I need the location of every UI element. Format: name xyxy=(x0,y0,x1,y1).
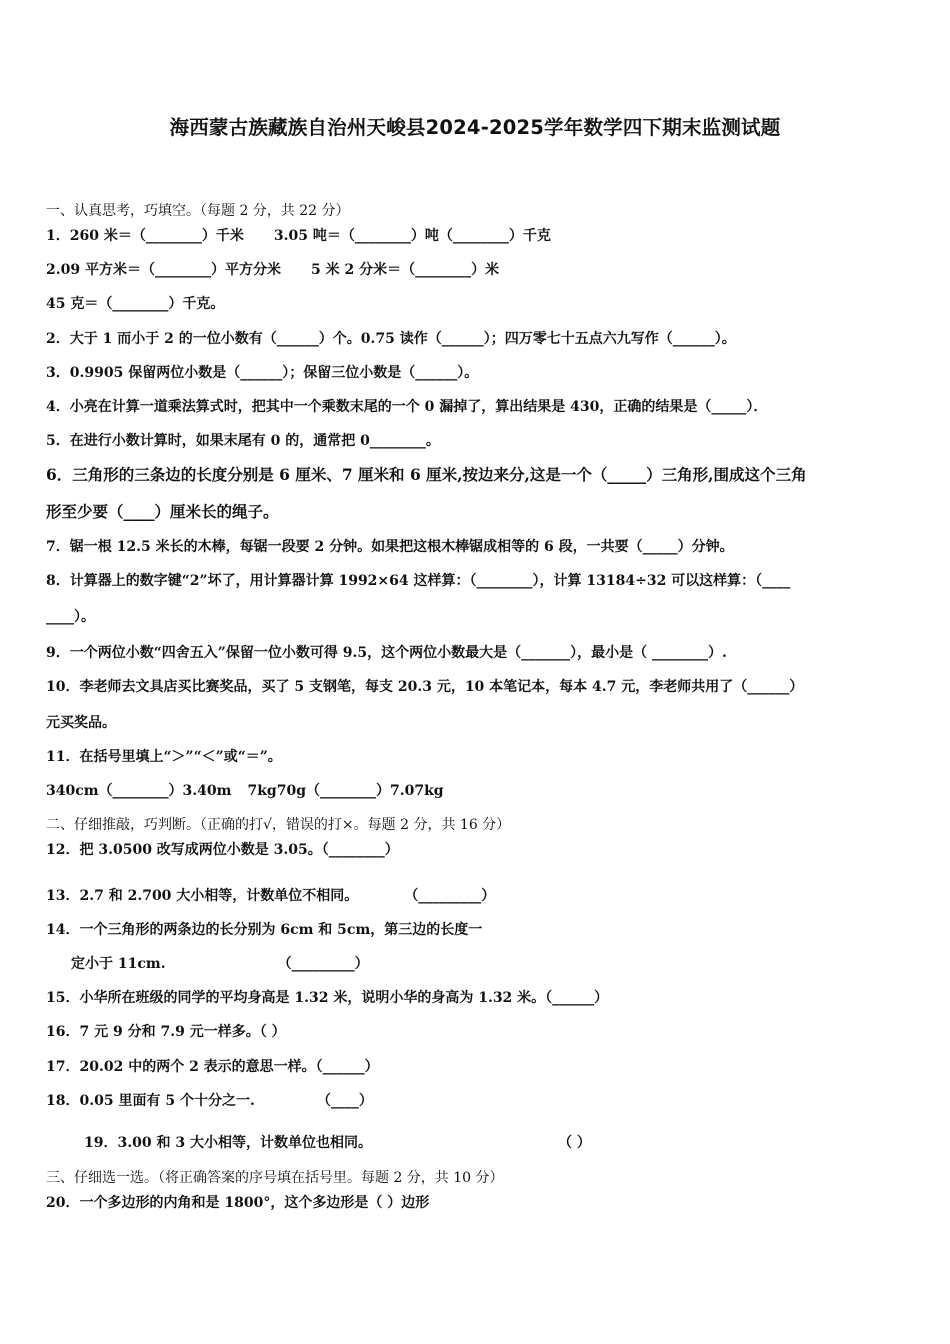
question-6-line-2: 形至少要（____）厘米长的绳子。 xyxy=(46,502,279,521)
question-19 xyxy=(84,1133,591,1153)
q19-blank: （ ） xyxy=(557,1135,591,1151)
section-1-heading: 一、认真思考，巧填空。（每题 2 分，共 22 分） xyxy=(46,203,350,219)
question-14-line-1: 14．一个三角形的两条边的长分别为 6cm 和 5cm，第三边的长度一 xyxy=(46,922,483,938)
q11-part-a: 340cm（________）3.40m xyxy=(46,783,232,799)
question-14-line-2 xyxy=(71,954,369,974)
question-2: 2．大于 1 而小于 2 的一位小数有（______）个。0.75 读作（______）；四万零七十五点六九写作（______）。 xyxy=(46,331,736,347)
section-2-heading: 二、仔细推敲，巧判断。（正确的打√，错误的打×。每题 2 分，共 16 分） xyxy=(46,817,511,833)
q14-text: 定小于 11cm. xyxy=(71,956,166,972)
question-1-line-1 xyxy=(46,226,551,246)
question-9: 9．一个两位小数“四舍五入”保留一位小数可得 9.5，这个两位小数最大是（_______），最小是（ ________）. xyxy=(46,645,727,661)
question-16: 16．7 元 9 分和 7.9 元一样多。（ ） xyxy=(46,1024,286,1040)
question-13 xyxy=(46,886,495,906)
question-20: 20．一个多边形的内角和是 1800°，这个多边形是（ ）边形 xyxy=(46,1195,430,1211)
question-3: 3．0.9905 保留两位小数是（______）；保留三位小数是（______）。 xyxy=(46,365,479,381)
q1-part-c: 2.09 平方米＝（________）平方分米 xyxy=(46,262,281,278)
q19-text: 19．3.00 和 3 大小相等，计数单位也相同。 xyxy=(84,1135,372,1151)
q14-blank: （_________） xyxy=(277,956,369,972)
question-6-line-1: 6．三角形的三条边的长度分别是 6 厘米、7 厘米和 6 厘米,按边来分,这是一个（_____）三角形,围成这个三角 xyxy=(46,465,807,484)
question-8-line-2: ____）。 xyxy=(46,609,95,625)
question-11-line-2 xyxy=(46,781,444,801)
question-7: 7．锯一根 12.5 米长的木棒，每锯一段要 2 分钟。如果把这根木棒锯成相等的 6 段，一共要（_____）分钟。 xyxy=(46,539,734,555)
q1-part-d: 5 米 2 分米＝（________）米 xyxy=(310,262,500,278)
question-15: 15．小华所在班级的同学的平均身高是 1.32 米，说明小华的身高为 1.32 米。（______） xyxy=(46,990,609,1006)
question-18 xyxy=(46,1091,373,1111)
question-10-line-1: 10．李老师去文具店买比赛奖品，买了 5 支钢笔，每支 20.3 元，10 本笔记本，每本 4.7 元，李老师共用了（______） xyxy=(46,679,804,695)
q13-text: 13．2.7 和 2.700 大小相等，计数单位不相同。 xyxy=(46,888,359,904)
q18-text: 18．0.05 里面有 5 个十分之一. xyxy=(46,1093,255,1109)
q1-part-b: 3.05 吨＝（________）吨（________）千克 xyxy=(273,228,551,244)
question-8-line-1: 8．计算器上的数字键“2”坏了，用计算器计算 1992×64 这样算：（________），计算 13184÷32 可以这样算：（____ xyxy=(46,573,791,589)
page-title: 海西蒙古族藏族自治州天峻县2024-2025学年数学四下期末监测试题 xyxy=(169,116,781,139)
section-3-heading: 三、仔细选一选。（将正确答案的序号填在括号里。每题 2 分，共 10 分） xyxy=(46,1170,504,1186)
q1-part-a: 1．260 米＝（________）千米 xyxy=(46,228,244,244)
question-10-line-2: 元买奖品。 xyxy=(46,715,116,731)
q13-blank: （_________） xyxy=(404,888,496,904)
question-1-line-2 xyxy=(46,260,499,280)
question-17: 17．20.02 中的两个 2 表示的意思一样。（______） xyxy=(46,1059,379,1075)
q11-part-b: 7kg70g（________）7.07kg xyxy=(247,783,444,799)
question-5: 5．在进行小数计算时，如果末尾有 0 的，通常把 0________。 xyxy=(46,433,440,449)
q18-blank: （____） xyxy=(316,1093,373,1109)
question-4: 4．小亮在计算一道乘法算式时，把其中一个乘数末尾的一个 0 漏掉了，算出结果是 430，正确的结果是（_____）． xyxy=(46,399,768,415)
question-12: 12．把 3.0500 改写成两位小数是 3.05。（________） xyxy=(46,842,399,858)
question-1-line-3: 45 克＝（________）千克。 xyxy=(46,296,225,312)
question-11-line-1: 11．在括号里填上“＞”“＜”或“＝”。 xyxy=(46,749,282,765)
